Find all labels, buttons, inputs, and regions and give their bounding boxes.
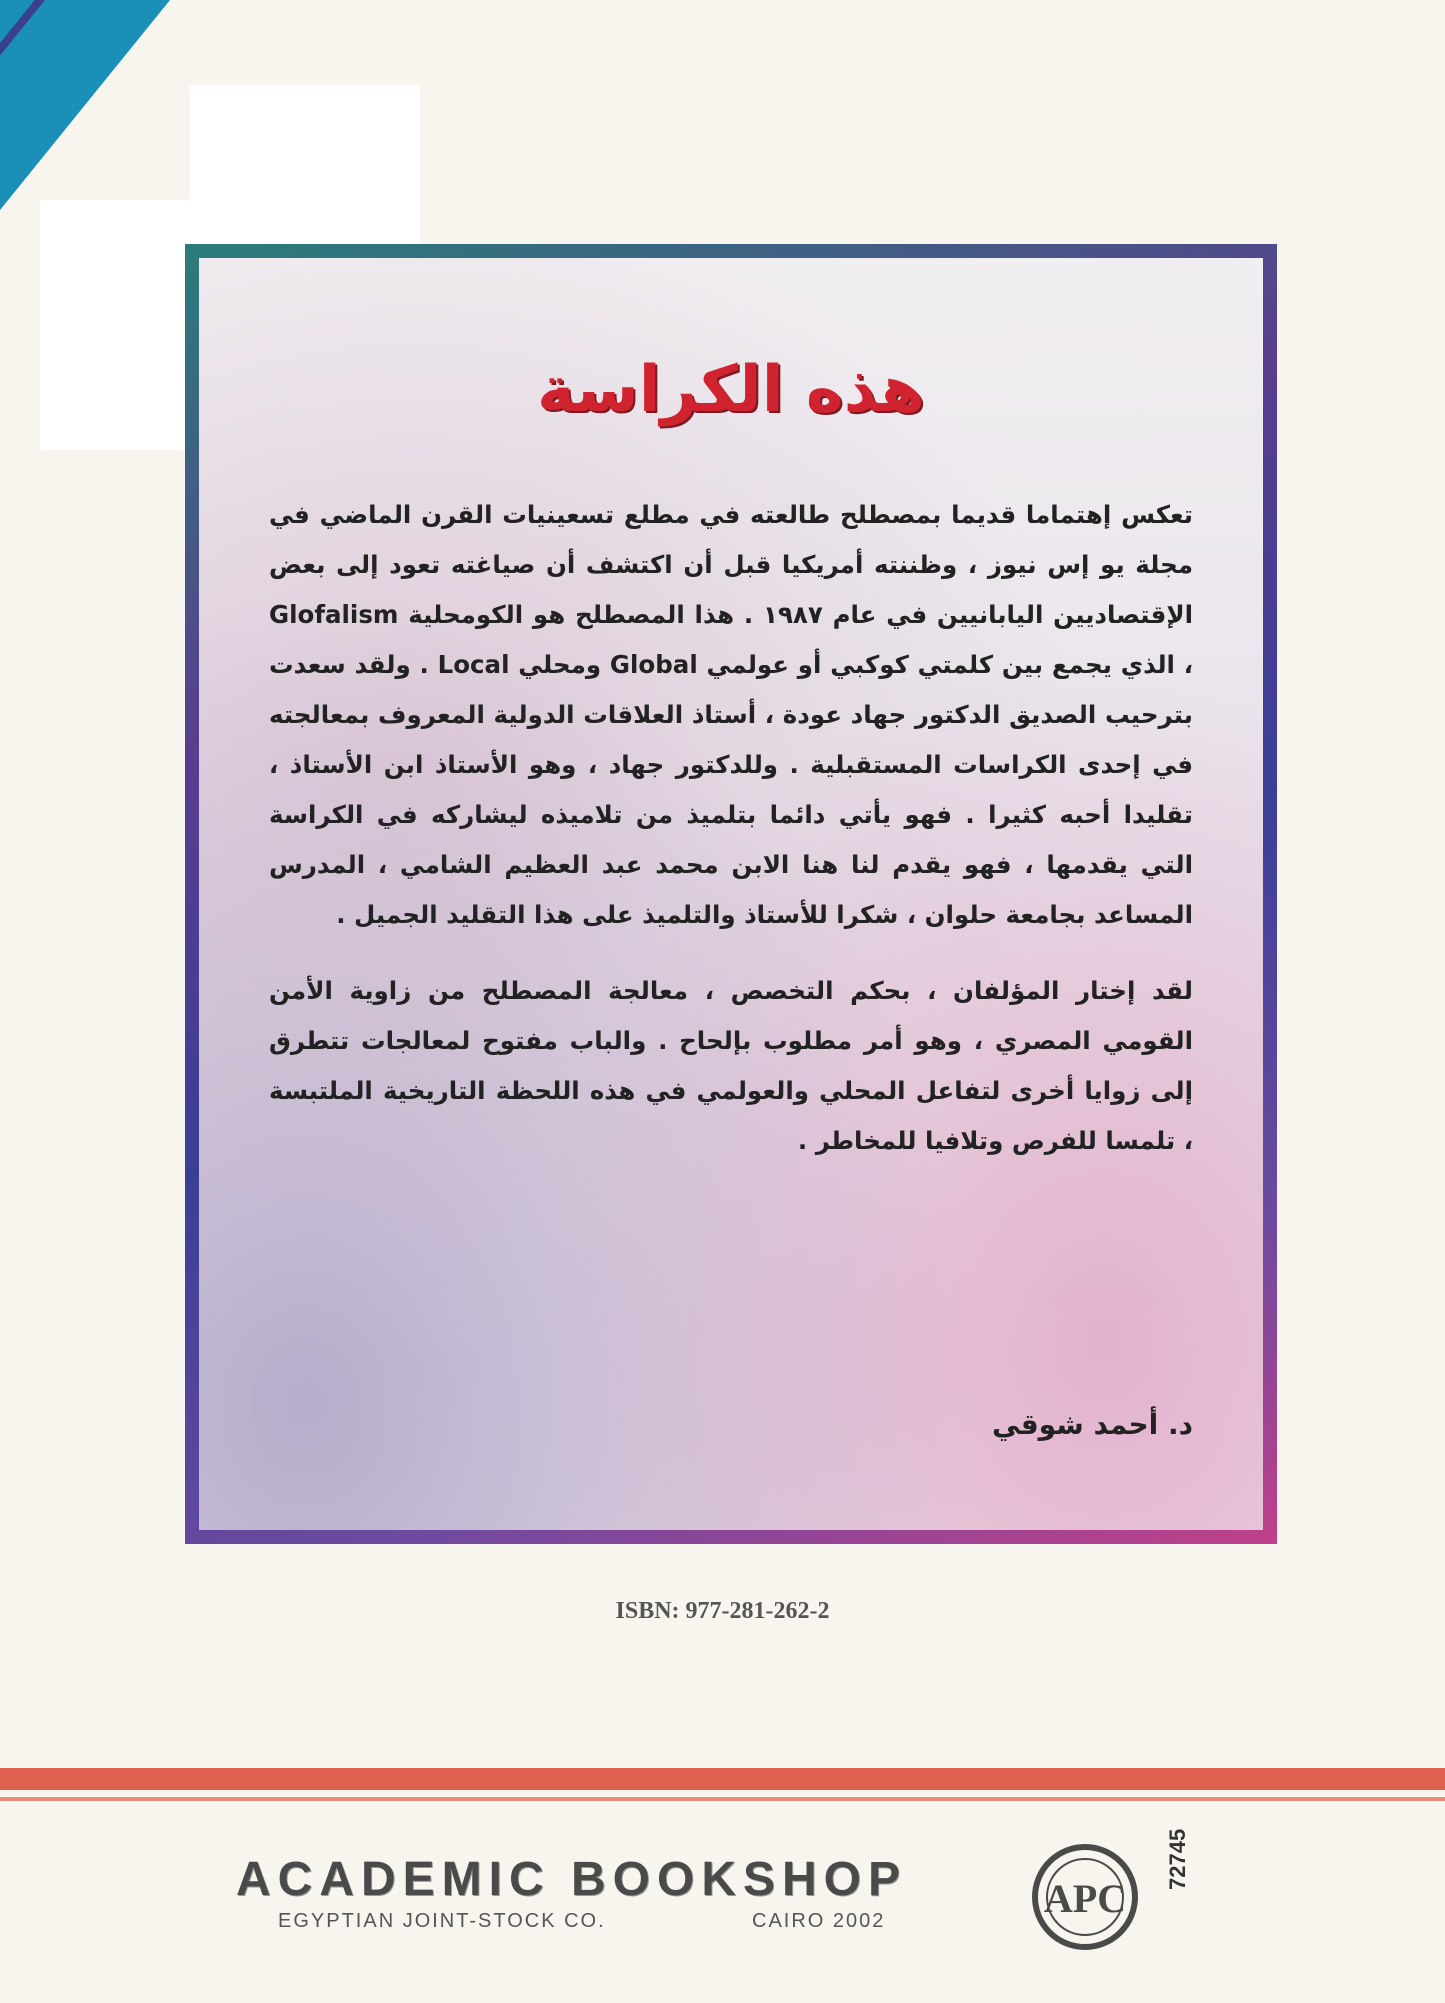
white-patch	[40, 200, 190, 450]
text-panel	[185, 244, 1277, 1544]
catalog-code: 72745	[1165, 1828, 1190, 1890]
author-signature: د. أحمد شوقي	[992, 1408, 1193, 1441]
publisher-city-year: CAIRO 2002	[752, 1910, 886, 1932]
text-panel-inner	[199, 258, 1263, 1530]
panel-body	[269, 490, 1193, 1192]
divider-band	[0, 1768, 1445, 1790]
panel-title: هذه الكراسة	[536, 353, 926, 427]
publisher-name: ACADEMIC BOOKSHOP	[236, 1853, 908, 1906]
publisher-logo	[1030, 1842, 1140, 1952]
isbn-label: ISBN: 977-281-262-2	[615, 1598, 830, 1624]
divider-line	[0, 1797, 1445, 1801]
corner-decoration	[0, 0, 170, 210]
logo-letters: APC	[1043, 1876, 1127, 1921]
paragraph: لقد إختار المؤلفان ، بحكم التخصص ، معالجة المصطلح من زاوية الأمن القومي المصري ، وهو أمر مطلوب بإلحاح . والباب مفتوح لمعالجات تتطرق إلى زوايا أخرى لتفاعل المحلي والعولمي في هذه اللحظة التاريخية الملتبسة ، تلمسا للفرص وتلافيا للمخاطر .	[269, 976, 1193, 1155]
paragraph: تعكس إهتماما قديما بمصطلح طالعته في مطلع تسعينيات القرن الماضي في مجلة يو إس نيوز ، وظننته أمريكيا قبل أن اكتشف أن صياغته تعود إلى بعض الإقتصاديين اليابانيين في عام ١٩٨٧ . هذا المصطلح هو الكومحلية Glofalism ، الذي يجمع بين كلمتي كوكبي أو عولمي Global ومحلي Local . ولقد سعدت بترحيب الصديق الدكتور جهاد عودة ، أستاذ العلاقات الدولية المعروف بمعالجته في إحدى الكراسات المستقبلية . وللدكتور جهاد ، وهو الأستاذ ابن الأستاذ ، تقليدا أحبه كثيرا . فهو يأتي دائما بتلميذ من تلاميذه ليشاركه في الكراسة التي يقدمها ، فهو يقدم لنا هنا الابن محمد عبد العظيم الشامي ، المدرس المساعد بجامعة حلوان ، شكرا للأستاذ والتلميذ على هذا التقليد الجميل .	[269, 500, 1194, 929]
publisher-company: EGYPTIAN JOINT-STOCK CO.	[278, 1910, 606, 1932]
